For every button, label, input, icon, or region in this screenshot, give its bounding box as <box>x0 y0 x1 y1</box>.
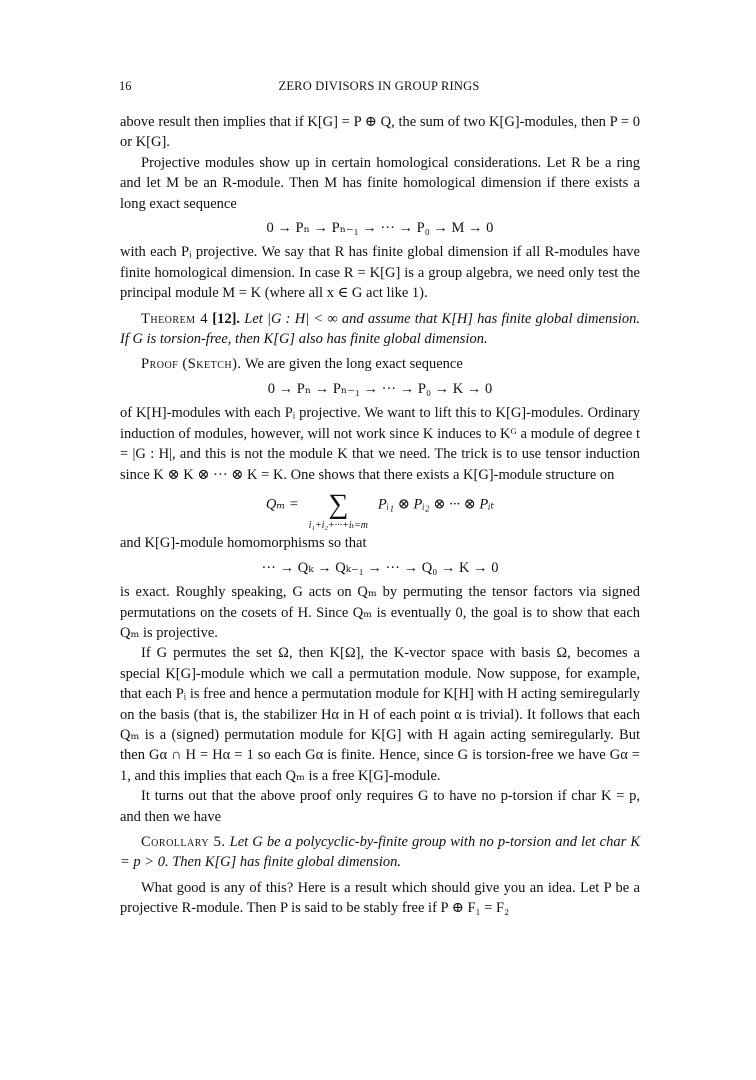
theorem-4 <box>120 309 640 350</box>
running-title: ZERO DIVISORS IN GROUP RINGS <box>278 79 480 93</box>
proof-opening <box>120 354 640 374</box>
paragraph-continuation: above result then implies that if K[G] = P ⊕ Q, the sum of two K[G]-modules, then P = 0 or K[G]. <box>120 114 640 151</box>
proof-intro: We are given the long exact sequence <box>244 356 463 373</box>
summation <box>308 488 369 531</box>
paragraph-tensor-induction: of K[H]-modules with each Pᵢ projective. We want to lift this to K[G]-modules. Ordinary induction of modules, however, will not work since K induces to Kᴳ a module of degree t = |G : H|, and this is not the module K that we need. The trick is to use tensor induction since K ⊗ K ⊗ ··· ⊗ K = K. One shows that there exists a K[G]-module structure on <box>120 405 640 483</box>
display-equation-exact-sequence-m: 0 → Pₙ → Pₙ₋₁ → ··· → P₀ → M → 0 <box>266 220 494 237</box>
paragraph-homomorphisms: and K[G]-module homomorphisms so that <box>120 535 367 552</box>
theorem-citation: [12]. <box>212 310 241 327</box>
paragraph-projective-modules: Projective modules show up in certain homological considerations. Let R be a ring and let M be an R-module. Then M has finite homological dimension if there exists a long exact sequence <box>120 154 640 212</box>
paragraph-stably-free: What good is any of this? Here is a result which should give you an idea. Let P be a projective R-module. Then P is said to be stably free if P ⊕ F₁ = F₂ <box>120 879 640 917</box>
proof-label: Proof (Sketch). <box>141 356 242 373</box>
corollary-statement: Let G be a polycyclic-by-finite group with no p-torsion and let char K = p > 0. Then K[G] has finite global dimension. <box>120 834 640 871</box>
theorem-label: Theorem 4 <box>141 310 209 327</box>
equation-lhs: Qₘ = <box>265 496 299 513</box>
summation-sign: ∑ <box>328 488 349 520</box>
display-equation-q-sequence: ··· → Qₖ → Qₖ₋₁ → ··· → Q₀ → K → 0 <box>261 559 499 576</box>
running-header <box>119 79 639 97</box>
paragraph-global-dimension: with each Pᵢ projective. We say that R has finite global dimension if all R-modules have finite homological dimension. In case R = K[G] is a group algebra, we need only test the principal module M = K (where all x ∈ G act like 1). <box>120 244 640 302</box>
paragraph-permutation-module: If G permutes the set Ω, then K[Ω], the K-vector space with basis Ω, becomes a special K[G]-module which we call a permutation module. Now suppose, for example, that each Pᵢ is free and hence a permutation module for K[H] with H acting semiregularly on the basis (that is, the stabilizer Hα in H of each point α is trivial). It follows that each Qₘ is a (signed) permutation module for K[G] with H again acting semiregularly. But then Gα ∩ H = Hα = 1 so each Gα is finite. Hence, since G is torsion-free we have Gα = 1, and this implies that each Qₘ is a free K[G]-module. <box>120 645 640 784</box>
paragraph-exactness: is exact. Roughly speaking, G acts on Qₘ by permuting the tensor factors via signed permutations on the cosets of H. Since Qₘ is eventually 0, the goal is to show that each Qₘ is projective. <box>120 584 640 641</box>
corollary-label: Corollary 5. <box>141 834 226 850</box>
summation-index: i₁+i₂+···+iₜ=m <box>308 519 369 531</box>
theorem-statement: Let |G : H| < ∞ and assume that K[H] has finite global dimension. If G is torsion-free, then K[G] also has finite global dimension. <box>120 310 641 348</box>
page-body <box>120 112 640 919</box>
page-number: 16 <box>119 79 132 93</box>
equation-rhs: Pᵢ₁ ⊗ Pᵢ₂ ⊗ ··· ⊗ Pᵢₜ <box>377 496 495 513</box>
paragraph-p-torsion: It turns out that the above proof only requires G to have no p-torsion if char K = p, and then we have <box>120 788 640 825</box>
display-equation-exact-sequence-k: 0 → Pₙ → Pₙ₋₁ → ··· → P₀ → K → 0 <box>267 380 493 397</box>
display-equation-qm-sum <box>120 488 640 531</box>
corollary-5 <box>120 832 640 873</box>
